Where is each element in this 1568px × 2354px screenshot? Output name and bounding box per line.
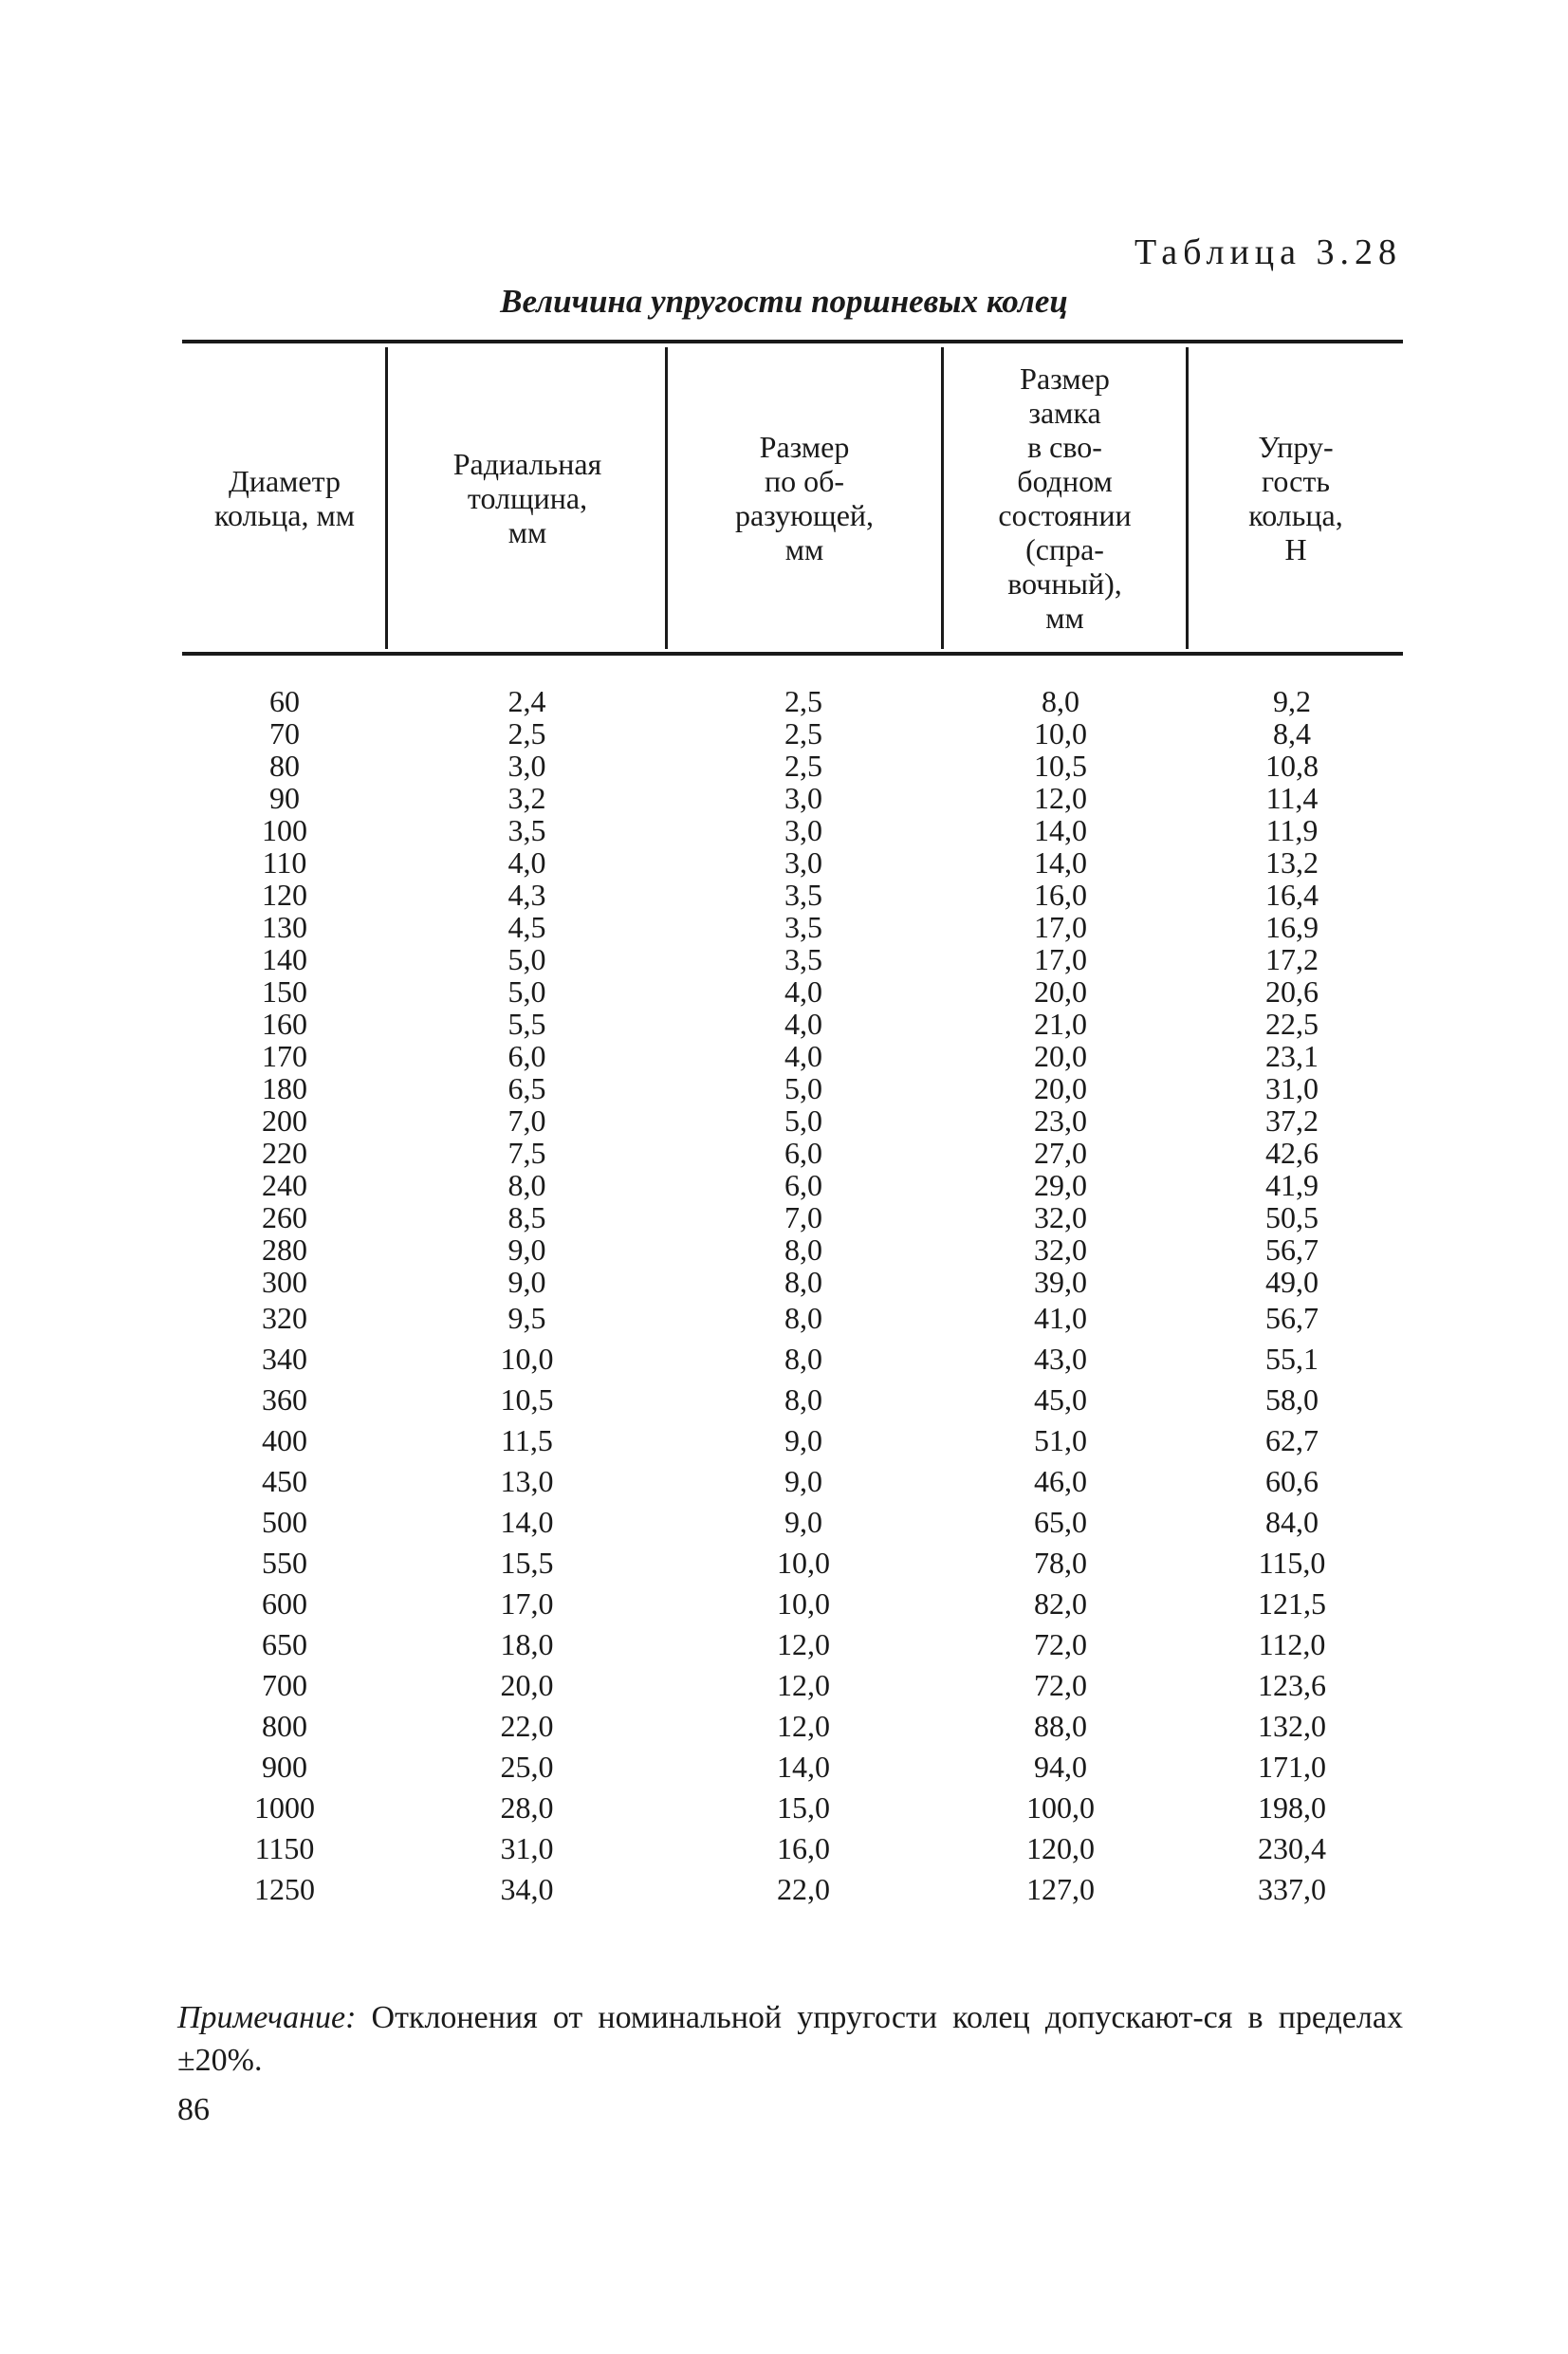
cell-axial-size: 12,0 <box>777 1709 830 1743</box>
cell-radial-thickness: 18,0 <box>500 1627 554 1661</box>
cell-axial-size: 8,0 <box>784 1342 822 1376</box>
cell-radial-thickness: 2,5 <box>507 716 546 751</box>
table-row <box>182 1828 1403 1869</box>
cell-gap-size: 17,0 <box>1034 910 1087 944</box>
cell-axial-size: 5,0 <box>784 1071 822 1105</box>
cell-gap-size: 82,0 <box>1034 1586 1087 1621</box>
table-row <box>182 1380 1403 1420</box>
table-row <box>182 1339 1403 1380</box>
cell-diameter: 360 <box>262 1382 307 1417</box>
cell-radial-thickness: 4,0 <box>507 845 546 880</box>
table-row <box>182 1747 1403 1788</box>
table-row <box>182 1788 1403 1828</box>
cell-diameter: 600 <box>262 1586 307 1621</box>
table-body <box>182 685 1403 1910</box>
cell-diameter: 100 <box>262 813 307 847</box>
cell-axial-size: 8,0 <box>784 1382 822 1417</box>
table-row <box>182 782 1403 814</box>
table-row <box>182 975 1403 1008</box>
cell-diameter: 700 <box>262 1668 307 1702</box>
cell-axial-size: 2,5 <box>784 749 822 783</box>
cell-axial-size: 3,0 <box>784 781 822 815</box>
cell-gap-size: 10,0 <box>1034 716 1087 751</box>
cell-gap-size: 14,0 <box>1034 813 1087 847</box>
cell-radial-thickness: 6,5 <box>507 1071 546 1105</box>
cell-elasticity: 337,0 <box>1258 1872 1326 1906</box>
cell-radial-thickness: 17,0 <box>500 1586 554 1621</box>
cell-diameter: 320 <box>262 1301 307 1335</box>
cell-diameter: 60 <box>269 684 300 718</box>
cell-radial-thickness: 7,0 <box>507 1103 546 1138</box>
cell-gap-size: 65,0 <box>1034 1505 1087 1539</box>
cell-gap-size: 39,0 <box>1034 1265 1087 1299</box>
cell-diameter: 170 <box>262 1039 307 1073</box>
cell-diameter: 110 <box>262 845 307 880</box>
cell-gap-size: 46,0 <box>1034 1464 1087 1498</box>
cell-diameter: 400 <box>262 1423 307 1457</box>
cell-elasticity: 8,4 <box>1273 716 1311 751</box>
header-diameter: Диаметр кольца, мм <box>214 464 355 532</box>
cell-diameter: 180 <box>262 1071 307 1105</box>
table-note <box>177 1996 1403 2082</box>
cell-gap-size: 16,0 <box>1034 878 1087 912</box>
cell-diameter: 90 <box>269 781 300 815</box>
cell-gap-size: 21,0 <box>1034 1007 1087 1041</box>
cell-radial-thickness: 28,0 <box>500 1790 554 1825</box>
header-gap-size: Размер замка в сво- бодном состоянии (спра- вочный), мм <box>998 361 1132 635</box>
cell-axial-size: 2,5 <box>784 716 822 751</box>
cell-radial-thickness: 25,0 <box>500 1750 554 1784</box>
cell-radial-thickness: 8,0 <box>507 1168 546 1202</box>
header-axial-size: Размер по об- разующей, мм <box>734 430 875 566</box>
note-label: Примечание: <box>177 2000 357 2035</box>
header-elasticity: Упру- гость кольца, Н <box>1248 430 1343 566</box>
cell-axial-size: 8,0 <box>784 1301 822 1335</box>
table-row <box>182 1137 1403 1169</box>
cell-gap-size: 17,0 <box>1034 942 1087 976</box>
cell-radial-thickness: 5,0 <box>507 974 546 1009</box>
cell-radial-thickness: 8,5 <box>507 1200 546 1234</box>
cell-diameter: 300 <box>262 1265 307 1299</box>
cell-gap-size: 100,0 <box>1026 1790 1095 1825</box>
cell-gap-size: 32,0 <box>1034 1233 1087 1267</box>
cell-elasticity: 31,0 <box>1265 1071 1319 1105</box>
header-radial-thickness: Радиальная толщина, мм <box>452 447 602 549</box>
cell-gap-size: 14,0 <box>1034 845 1087 880</box>
cell-radial-thickness: 3,5 <box>507 813 546 847</box>
cell-gap-size: 78,0 <box>1034 1546 1087 1580</box>
cell-gap-size: 120,0 <box>1026 1831 1095 1865</box>
table-row <box>182 1420 1403 1461</box>
cell-diameter: 340 <box>262 1342 307 1376</box>
cell-gap-size: 72,0 <box>1034 1627 1087 1661</box>
cell-elasticity: 37,2 <box>1265 1103 1319 1138</box>
cell-radial-thickness: 5,5 <box>507 1007 546 1041</box>
table-row <box>182 1040 1403 1072</box>
table-row <box>182 1008 1403 1040</box>
cell-gap-size: 51,0 <box>1034 1423 1087 1457</box>
cell-elasticity: 13,2 <box>1265 845 1319 880</box>
cell-axial-size: 12,0 <box>777 1668 830 1702</box>
table-row <box>182 1543 1403 1584</box>
table-top-rule <box>182 340 1403 343</box>
cell-radial-thickness: 3,2 <box>507 781 546 815</box>
cell-radial-thickness: 14,0 <box>500 1505 554 1539</box>
cell-axial-size: 7,0 <box>784 1200 822 1234</box>
cell-axial-size: 3,0 <box>784 813 822 847</box>
cell-gap-size: 43,0 <box>1034 1342 1087 1376</box>
cell-elasticity: 56,7 <box>1265 1233 1319 1267</box>
cell-elasticity: 10,8 <box>1265 749 1319 783</box>
header-bottom-rule <box>182 652 1403 656</box>
cell-gap-size: 72,0 <box>1034 1668 1087 1702</box>
cell-diameter: 1150 <box>254 1831 315 1865</box>
cell-elasticity: 62,7 <box>1265 1423 1319 1457</box>
table-row <box>182 879 1403 911</box>
cell-diameter: 900 <box>262 1750 307 1784</box>
table-row <box>182 1869 1403 1910</box>
cell-elasticity: 123,6 <box>1258 1668 1326 1702</box>
cell-elasticity: 9,2 <box>1273 684 1311 718</box>
table-row <box>182 1502 1403 1543</box>
cell-elasticity: 60,6 <box>1265 1464 1319 1498</box>
cell-radial-thickness: 9,5 <box>507 1301 546 1335</box>
cell-radial-thickness: 5,0 <box>507 942 546 976</box>
cell-axial-size: 6,0 <box>784 1136 822 1170</box>
cell-diameter: 1250 <box>254 1872 315 1906</box>
cell-gap-size: 32,0 <box>1034 1200 1087 1234</box>
cell-axial-size: 3,5 <box>784 878 822 912</box>
cell-elasticity: 171,0 <box>1258 1750 1326 1784</box>
cell-gap-size: 20,0 <box>1034 1039 1087 1073</box>
cell-radial-thickness: 20,0 <box>500 1668 554 1702</box>
cell-gap-size: 45,0 <box>1034 1382 1087 1417</box>
cell-elasticity: 121,5 <box>1258 1586 1326 1621</box>
page-number: 86 <box>177 2092 210 2127</box>
cell-elasticity: 23,1 <box>1265 1039 1319 1073</box>
table-row <box>182 1233 1403 1266</box>
cell-diameter: 650 <box>262 1627 307 1661</box>
cell-axial-size: 10,0 <box>777 1546 830 1580</box>
cell-elasticity: 16,4 <box>1265 878 1319 912</box>
table-row <box>182 685 1403 717</box>
cell-axial-size: 10,0 <box>777 1586 830 1621</box>
table-row <box>182 1624 1403 1665</box>
cell-gap-size: 27,0 <box>1034 1136 1087 1170</box>
cell-diameter: 800 <box>262 1709 307 1743</box>
cell-gap-size: 29,0 <box>1034 1168 1087 1202</box>
cell-radial-thickness: 7,5 <box>507 1136 546 1170</box>
table-row <box>182 1298 1403 1339</box>
cell-radial-thickness: 2,4 <box>507 684 546 718</box>
cell-axial-size: 3,5 <box>784 910 822 944</box>
cell-axial-size: 5,0 <box>784 1103 822 1138</box>
table-row <box>182 1461 1403 1502</box>
cell-axial-size: 16,0 <box>777 1831 830 1865</box>
cell-diameter: 80 <box>269 749 300 783</box>
cell-elasticity: 230,4 <box>1258 1831 1326 1865</box>
cell-gap-size: 20,0 <box>1034 1071 1087 1105</box>
cell-elasticity: 42,6 <box>1265 1136 1319 1170</box>
cell-gap-size: 94,0 <box>1034 1750 1087 1784</box>
cell-axial-size: 4,0 <box>784 974 822 1009</box>
table-row <box>182 1266 1403 1298</box>
cell-diameter: 130 <box>262 910 307 944</box>
table-row <box>182 1169 1403 1201</box>
cell-axial-size: 14,0 <box>777 1750 830 1784</box>
table-row <box>182 943 1403 975</box>
note-text: Отклонения от номинальной упругости колец допускают-ся в пределах ±20%. <box>177 2000 1403 2078</box>
cell-axial-size: 8,0 <box>784 1265 822 1299</box>
cell-axial-size: 9,0 <box>784 1505 822 1539</box>
cell-diameter: 280 <box>262 1233 307 1267</box>
cell-radial-thickness: 10,5 <box>500 1382 554 1417</box>
table-row <box>182 1706 1403 1747</box>
cell-diameter: 240 <box>262 1168 307 1202</box>
table-row <box>182 1665 1403 1706</box>
table-caption: Величина упругости поршневых колец <box>500 283 1068 320</box>
cell-radial-thickness: 34,0 <box>500 1872 554 1906</box>
table-row <box>182 1104 1403 1137</box>
cell-elasticity: 41,9 <box>1265 1168 1319 1202</box>
cell-axial-size: 9,0 <box>784 1423 822 1457</box>
cell-axial-size: 15,0 <box>777 1790 830 1825</box>
cell-radial-thickness: 31,0 <box>500 1831 554 1865</box>
cell-elasticity: 84,0 <box>1265 1505 1319 1539</box>
cell-diameter: 1000 <box>254 1790 315 1825</box>
cell-radial-thickness: 10,0 <box>500 1342 554 1376</box>
cell-radial-thickness: 15,5 <box>500 1546 554 1580</box>
cell-elasticity: 22,5 <box>1265 1007 1319 1041</box>
cell-elasticity: 20,6 <box>1265 974 1319 1009</box>
cell-gap-size: 10,5 <box>1034 749 1087 783</box>
cell-elasticity: 11,9 <box>1265 813 1319 847</box>
cell-elasticity: 198,0 <box>1258 1790 1326 1825</box>
cell-radial-thickness: 9,0 <box>507 1265 546 1299</box>
cell-elasticity: 58,0 <box>1265 1382 1319 1417</box>
table-row <box>182 814 1403 846</box>
cell-axial-size: 12,0 <box>777 1627 830 1661</box>
cell-axial-size: 2,5 <box>784 684 822 718</box>
cell-axial-size: 3,0 <box>784 845 822 880</box>
cell-elasticity: 16,9 <box>1265 910 1319 944</box>
cell-gap-size: 8,0 <box>1042 684 1079 718</box>
table-row <box>182 1072 1403 1104</box>
table-row <box>182 911 1403 943</box>
cell-elasticity: 115,0 <box>1258 1546 1326 1580</box>
table-row <box>182 717 1403 750</box>
cell-elasticity: 11,4 <box>1265 781 1319 815</box>
cell-elasticity: 56,7 <box>1265 1301 1319 1335</box>
cell-elasticity: 49,0 <box>1265 1265 1319 1299</box>
cell-radial-thickness: 3,0 <box>507 749 546 783</box>
cell-diameter: 220 <box>262 1136 307 1170</box>
table-row <box>182 750 1403 782</box>
table-row <box>182 1201 1403 1233</box>
cell-gap-size: 127,0 <box>1026 1872 1095 1906</box>
cell-diameter: 160 <box>262 1007 307 1041</box>
cell-radial-thickness: 6,0 <box>507 1039 546 1073</box>
cell-axial-size: 22,0 <box>777 1872 830 1906</box>
cell-diameter: 150 <box>262 974 307 1009</box>
cell-diameter: 140 <box>262 942 307 976</box>
cell-radial-thickness: 4,3 <box>507 878 546 912</box>
table-row <box>182 846 1403 879</box>
cell-axial-size: 8,0 <box>784 1233 822 1267</box>
cell-gap-size: 20,0 <box>1034 974 1087 1009</box>
table-row <box>182 1584 1403 1624</box>
cell-diameter: 450 <box>262 1464 307 1498</box>
cell-axial-size: 9,0 <box>784 1464 822 1498</box>
cell-elasticity: 112,0 <box>1258 1627 1326 1661</box>
cell-diameter: 70 <box>269 716 300 751</box>
cell-gap-size: 41,0 <box>1034 1301 1087 1335</box>
cell-elasticity: 132,0 <box>1258 1709 1326 1743</box>
cell-gap-size: 88,0 <box>1034 1709 1087 1743</box>
cell-gap-size: 23,0 <box>1034 1103 1087 1138</box>
table-number: Таблица 3.28 <box>1134 232 1402 272</box>
cell-elasticity: 17,2 <box>1265 942 1319 976</box>
cell-diameter: 500 <box>262 1505 307 1539</box>
cell-diameter: 200 <box>262 1103 307 1138</box>
cell-radial-thickness: 11,5 <box>501 1423 553 1457</box>
cell-diameter: 120 <box>262 878 307 912</box>
cell-elasticity: 55,1 <box>1265 1342 1319 1376</box>
cell-diameter: 550 <box>262 1546 307 1580</box>
cell-axial-size: 4,0 <box>784 1007 822 1041</box>
cell-elasticity: 50,5 <box>1265 1200 1319 1234</box>
cell-axial-size: 3,5 <box>784 942 822 976</box>
cell-radial-thickness: 13,0 <box>500 1464 554 1498</box>
cell-diameter: 260 <box>262 1200 307 1234</box>
cell-radial-thickness: 4,5 <box>507 910 546 944</box>
cell-radial-thickness: 9,0 <box>507 1233 546 1267</box>
cell-radial-thickness: 22,0 <box>500 1709 554 1743</box>
cell-axial-size: 4,0 <box>784 1039 822 1073</box>
cell-axial-size: 6,0 <box>784 1168 822 1202</box>
cell-gap-size: 12,0 <box>1034 781 1087 815</box>
